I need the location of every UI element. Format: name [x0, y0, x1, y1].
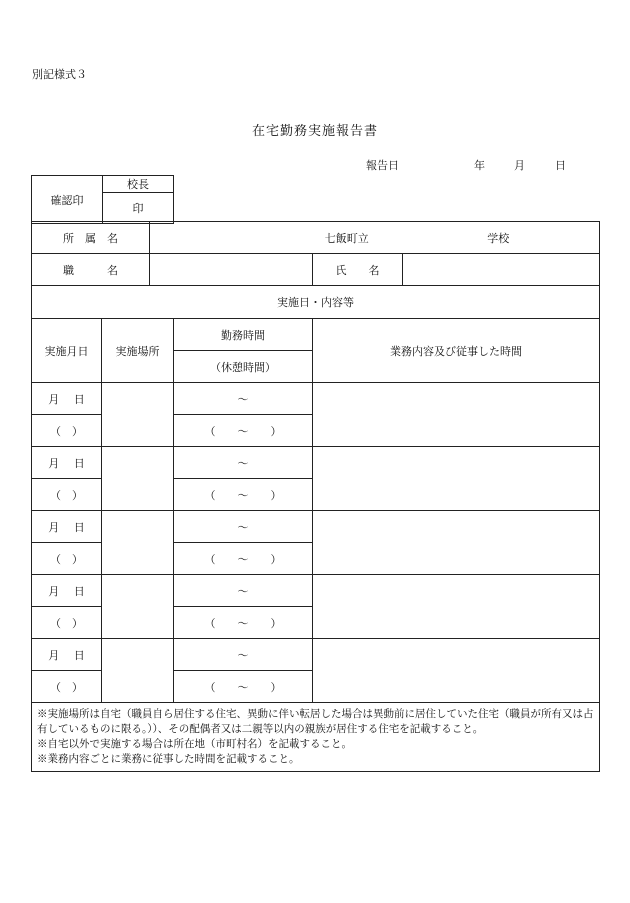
row-weekday[interactable]: （ ） [32, 671, 102, 703]
position-label: 職 名 [32, 254, 150, 286]
row-work-time[interactable]: 〜 [174, 575, 313, 607]
report-table [31, 221, 600, 772]
row-content[interactable] [313, 511, 600, 575]
column-work-hours-header: 勤務時間 [174, 319, 313, 351]
report-date-day: 日 [555, 159, 566, 172]
principal-label: 校長 [103, 176, 174, 193]
note-line: ※自宅以外で実施する場合は所在地（市町村名）を記載すること。 [37, 738, 352, 750]
column-date-header: 実施月日 [32, 319, 102, 383]
form-number: 別記様式３ [32, 68, 87, 81]
report-date-year: 年 [474, 159, 485, 172]
approval-label: 確認印 [32, 176, 103, 224]
row-place[interactable] [102, 383, 174, 447]
row-work-time[interactable]: 〜 [174, 639, 313, 671]
row-weekday[interactable]: （ ） [32, 479, 102, 511]
notes-cell [32, 703, 600, 772]
note-line: ※実施場所は自宅（職員自ら居住する住宅、異動に伴い転居した場合は異動前に居住していた住宅（職員が所有又は占有しているものに限る。））、その配偶者又は二親等以内の親族が居住する住宅を記載すること。 [37, 708, 594, 735]
affiliation-label: 所 属 名 [32, 222, 150, 254]
report-date-month: 月 [514, 159, 525, 172]
row-date[interactable]: 月 日 [32, 639, 102, 671]
note-line: ※業務内容ごとに業務に従事した時間を記載すること。 [37, 753, 300, 765]
seal-field[interactable]: 印 [103, 193, 174, 224]
row-place[interactable] [102, 575, 174, 639]
row-content[interactable] [313, 639, 600, 703]
row-weekday[interactable]: （ ） [32, 607, 102, 639]
row-content[interactable] [313, 447, 600, 511]
column-break-hours-header: （休憩時間） [174, 351, 313, 383]
affiliation-prefix: 七飯町立 [324, 231, 369, 245]
row-place[interactable] [102, 447, 174, 511]
affiliation-field[interactable] [150, 222, 600, 254]
row-weekday[interactable]: （ ） [32, 543, 102, 575]
affiliation-suffix: 学校 [487, 231, 510, 245]
name-label: 氏 名 [313, 254, 403, 286]
row-break-time[interactable]: （ 〜 ） [174, 479, 313, 511]
row-break-time[interactable]: （ 〜 ） [174, 607, 313, 639]
row-break-time[interactable]: （ 〜 ） [174, 415, 313, 447]
row-place[interactable] [102, 639, 174, 703]
name-field[interactable] [403, 254, 600, 286]
row-work-time[interactable]: 〜 [174, 383, 313, 415]
section-title: 実施日・内容等 [32, 286, 600, 319]
row-content[interactable] [313, 575, 600, 639]
row-date[interactable]: 月 日 [32, 447, 102, 479]
report-date-label: 報告日 [366, 159, 399, 172]
approval-stamp-box [31, 175, 174, 224]
column-content-header: 業務内容及び従事した時間 [313, 319, 600, 383]
row-work-time[interactable]: 〜 [174, 447, 313, 479]
row-content[interactable] [313, 383, 600, 447]
row-break-time[interactable]: （ 〜 ） [174, 671, 313, 703]
column-place-header: 実施場所 [102, 319, 174, 383]
document-title: 在宅勤務実施報告書 [251, 124, 378, 139]
position-field[interactable] [150, 254, 313, 286]
row-date[interactable]: 月 日 [32, 511, 102, 543]
row-place[interactable] [102, 511, 174, 575]
row-weekday[interactable]: （ ） [32, 415, 102, 447]
row-break-time[interactable]: （ 〜 ） [174, 543, 313, 575]
row-work-time[interactable]: 〜 [174, 511, 313, 543]
row-date[interactable]: 月 日 [32, 383, 102, 415]
row-date[interactable]: 月 日 [32, 575, 102, 607]
